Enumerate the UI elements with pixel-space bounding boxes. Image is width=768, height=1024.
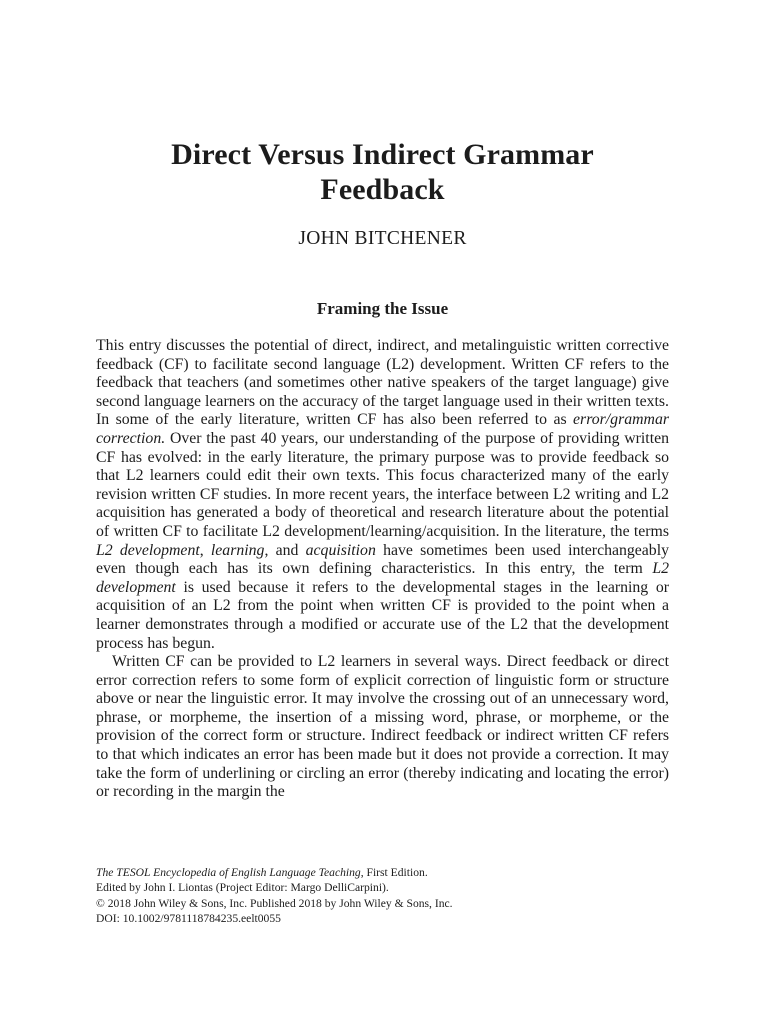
term-separator-1: ,	[199, 541, 211, 559]
body-paragraph-1	[96, 337, 669, 653]
term-l2-development: L2 development	[96, 541, 200, 559]
term-acquisition: acquisition	[305, 541, 376, 559]
paragraph-1-text-d: is used because it refers to the developmental stages in the learning or acquisition of an L2 from the point when written CF is provided to the point when a learner demonstrates through a modified or accurate use of the L2 that the development process has begun.	[96, 578, 669, 652]
article-body	[96, 337, 669, 802]
term-learning: learning	[210, 541, 265, 559]
body-paragraph-2: Written CF can be provided to L2 learners in several ways. Direct feedback or direct error correction refers to some form of explicit correction of linguistic form or structure above or near the linguistic error. It may involve the crossing out of an unnecessary word, phrase, or morpheme, the insertion of a missing word, phrase, or morpheme, or the provision of the correct form or structure. Indirect feedback or indirect written CF refers to that which indicates an error has been made but it does not provide a correction. It may take the form of underlining or circling an error (thereby indicating and locating the error) or recording in the margin the	[96, 653, 669, 801]
footer-edition: , First Edition.	[360, 866, 428, 879]
paragraph-1-text-a: This entry discusses the potential of direct, indirect, and metalinguistic written corrective feedback (CF) to facilitate second language (L2) development. Written CF refers to the feedback that teachers (and sometimes other native speakers of the target language) give second language learners on the accuracy of the target language used in their written texts. In some of the early literature, written CF has also been referred to as	[96, 337, 669, 429]
document-page	[96, 0, 669, 1024]
footer-copyright: © 2018 John Wiley & Sons, Inc. Published 2018 by John Wiley & Sons, Inc.	[96, 896, 453, 910]
paragraph-1-text-b: Over the past 40 years, our understanding of the purpose of providing written CF has evolved: in the early literature, the primary purpose was to provide feedback so that L2 learners could edit their own texts. This focus characterized many of the early revision written CF studies. In more recent years, the interface between L2 writing and L2 acquisition has generated a body of theoretical and research literature about the potential of written CF to facilitate L2 development/learning/acquisition. In the literature, the terms	[96, 429, 669, 540]
paragraph-1-text-c: have sometimes been used interchangeably even though each has its own defining characteristics. In this entry, the term	[96, 541, 669, 578]
term-error-grammar-correction: error/grammar correction.	[96, 411, 669, 447]
footer-editors: Edited by John I. Liontas (Project Editor: Margo DelliCarpini).	[96, 881, 389, 895]
term-separator-2: , and	[264, 541, 306, 559]
section-heading: Framing the Issue	[316, 299, 449, 318]
article-title-line-1: Direct Versus Indirect Grammar	[171, 138, 594, 171]
citation-footer	[96, 865, 669, 926]
term-l2-development-2: L2 development	[96, 560, 669, 596]
author-name: JOHN BITCHENER	[298, 228, 467, 249]
footer-book-title: The TESOL Encyclopedia of English Language Teaching	[96, 866, 361, 879]
article-title-line-2: Feedback	[320, 173, 445, 206]
article-title	[96, 137, 669, 207]
footer-book-line	[96, 865, 669, 880]
footer-doi: DOI: 10.1002/9781118784235.eelt0055	[96, 911, 281, 925]
